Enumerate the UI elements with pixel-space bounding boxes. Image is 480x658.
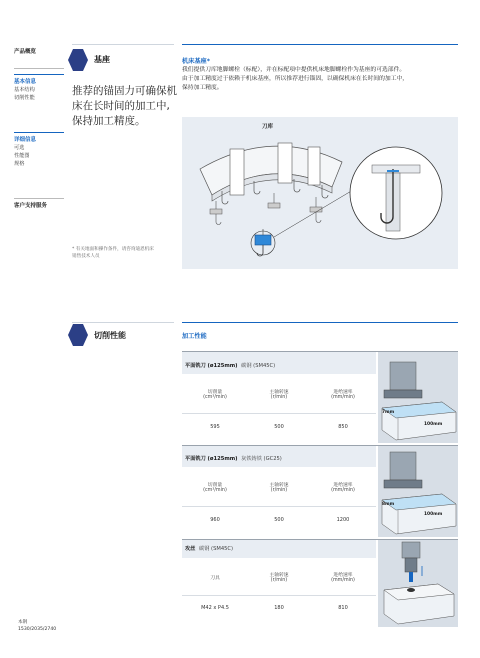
nav-item-performance-chart[interactable]: 性能图 bbox=[14, 153, 30, 159]
footer-models: 1530/2035/2740 bbox=[18, 627, 57, 632]
lead-line-3: 保持加工精度。 bbox=[72, 115, 146, 127]
table-1-col-2-header: 主轴转速 (r/min) bbox=[269, 390, 289, 400]
table-1-tool: 平面铣刀 (ø125mm) bbox=[185, 363, 238, 369]
nav-detail-info[interactable]: 详细信息 bbox=[14, 137, 37, 143]
table-2-tool: 平面铣刀 (ø125mm) bbox=[185, 456, 238, 462]
table-2 bbox=[182, 467, 376, 537]
table-3-value-2: 180 bbox=[274, 605, 284, 611]
table-2-value-2: 500 bbox=[274, 517, 284, 523]
nav-item-options[interactable]: 可选 bbox=[14, 145, 25, 151]
foundation-lead bbox=[72, 84, 182, 129]
body-line-1: 我们提供刀库地脚螺栓（标配），并在标配项中提供机床地脚螺栓作为基座的可选部件。 bbox=[182, 67, 406, 73]
table-2-col-2-header: 主轴转速 (r/min) bbox=[269, 483, 289, 493]
nav-item-specs[interactable]: 规格 bbox=[14, 161, 25, 167]
foundation-note bbox=[72, 246, 182, 260]
lead-line-1: 推荐的锚固力可确保机 bbox=[72, 85, 177, 97]
table-3-col-1-header: 刀具 bbox=[210, 576, 220, 581]
table-3-tool: 攻丝 bbox=[185, 546, 196, 552]
figure-label: 刀库 bbox=[262, 124, 274, 130]
table-3-header bbox=[185, 545, 233, 552]
table-2-material: 灰铁铸铁 (GC25) bbox=[241, 456, 282, 462]
nav-item-basic-structure[interactable]: 基本结构 bbox=[14, 87, 35, 93]
body-line-3: 保持加工精度。 bbox=[182, 85, 223, 91]
table-1-width-label: 100mm bbox=[424, 422, 443, 427]
table-1 bbox=[182, 374, 376, 443]
table-2-value-1: 960 bbox=[210, 517, 220, 523]
table-2-width-label: 100mm bbox=[424, 512, 443, 517]
table-3-material: 碳钢 (SM45C) bbox=[199, 546, 234, 552]
foundation-title: 基座 bbox=[94, 55, 110, 64]
table-1-material: 碳钢 (SM45C) bbox=[241, 363, 276, 369]
table-1-depth-label: 7mm bbox=[382, 410, 395, 415]
nav-item-cutting-performance[interactable]: 切削性能 bbox=[14, 95, 35, 101]
table-3-value-1: M42 x P4.5 bbox=[201, 605, 229, 611]
cutting-subtitle: 加工性能 bbox=[182, 333, 207, 340]
tool-magazine-figure bbox=[182, 117, 458, 269]
table-3 bbox=[182, 558, 376, 627]
tool-magazine-drawing bbox=[182, 117, 458, 269]
table-1-value-3: 850 bbox=[338, 424, 348, 430]
table-2-header bbox=[185, 455, 282, 462]
nav-customer-support[interactable]: 客户支持服务 bbox=[14, 203, 48, 209]
table-1-value-1: 595 bbox=[210, 424, 220, 430]
table-1-col-1-header: 切削量 (cm³/min) bbox=[203, 390, 227, 400]
hexagon-icon bbox=[68, 49, 88, 71]
table-3-col-3-header: 进给速率 (mm/min) bbox=[331, 573, 355, 583]
cutting-title: 切削性能 bbox=[94, 331, 126, 340]
nav-basic-info[interactable]: 基本信息 bbox=[14, 79, 37, 85]
face-mill-illustration-2 bbox=[378, 446, 458, 537]
foundation-subtitle: 机床基座* bbox=[182, 58, 210, 65]
foundation-body bbox=[182, 66, 458, 93]
nav-product-overview[interactable]: 产品概览 bbox=[14, 49, 37, 55]
table-1-col-3-header: 进给速率 (mm/min) bbox=[331, 390, 355, 400]
table-1-header bbox=[185, 362, 275, 369]
table-2-depth-label: 8mm bbox=[382, 502, 395, 507]
table-2-col-1-header: 切削量 (cm³/min) bbox=[203, 483, 227, 493]
table-3-col-2-header: 主轴转速 (r/min) bbox=[269, 573, 289, 583]
note-line-2: 销售技术人员 bbox=[72, 254, 100, 259]
table-2-value-3: 1200 bbox=[336, 517, 350, 523]
body-line-2: 由于加工精度过于依赖于机床基座，所以推荐进行锚固，以确保机床在长时间的加工中， bbox=[182, 76, 409, 82]
lead-line-2: 床在长时间的加工中, bbox=[72, 100, 170, 112]
face-mill-illustration-1 bbox=[378, 352, 458, 443]
note-line-1: * 有关地面和操作条件，请咨询迪恩机床 bbox=[72, 247, 154, 252]
table-1-value-2: 500 bbox=[274, 424, 284, 430]
tapping-illustration bbox=[378, 540, 458, 627]
footer-brand: 本钢 bbox=[18, 620, 28, 625]
table-2-col-3-header: 进给速率 (mm/min) bbox=[331, 483, 355, 493]
hexagon-icon bbox=[68, 324, 88, 346]
table-3-value-3: 810 bbox=[338, 605, 348, 611]
